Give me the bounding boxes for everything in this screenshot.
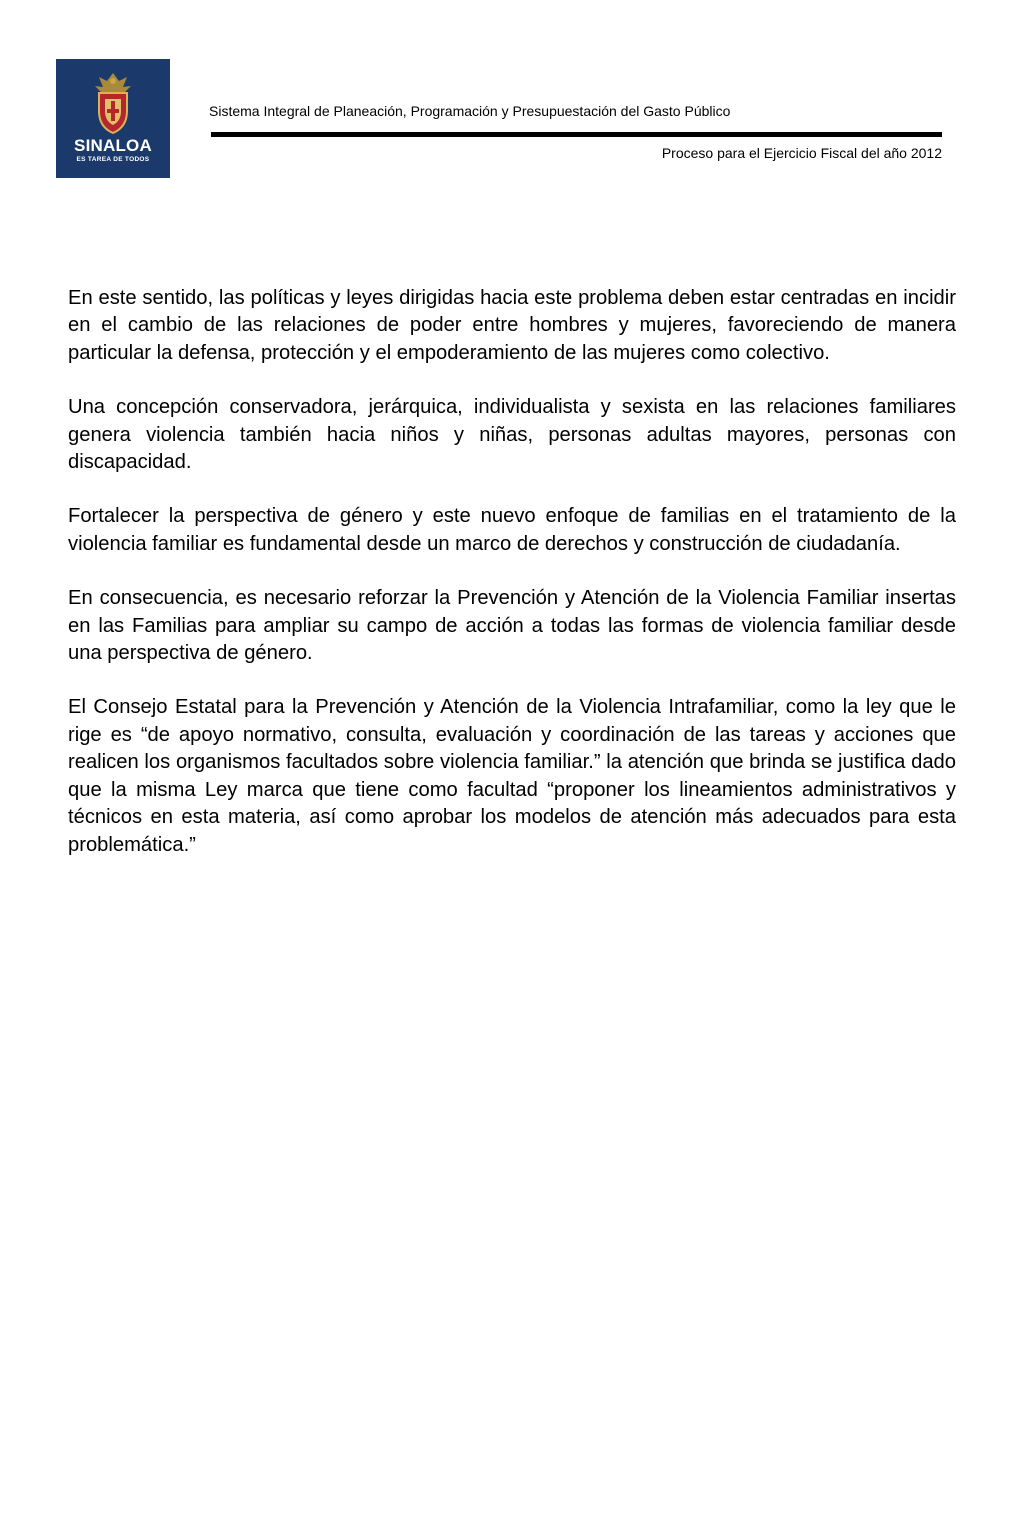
paragraph: Fortalecer la perspectiva de género y este nuevo enfoque de familias en el tratamiento de la violencia familiar es fundamental desde un marco de derechos y construcción de ciudadanía. [68,505,956,555]
coat-of-arms-icon [90,71,136,135]
paragraph: En este sentido, las políticas y leyes dirigidas hacia este problema deben estar centradas en incidir en el cambio de las relaciones de poder entre hombres y mujeres, favoreciendo de manera particular la defensa, protección y el empoderamiento de las mujeres como colectivo. [68,287,956,364]
logo-tagline: ES TAREA DE TODOS [76,156,150,163]
sinaloa-logo [56,59,170,178]
paragraph: En consecuencia, es necesario reforzar la Prevención y Atención de la Violencia Familiar insertas en las Familias para ampliar su campo de acción a todas las formas de violencia familiar desde una perspectiva de género. [68,587,956,665]
header-subtitle: Proceso para el Ejercicio Fiscal del año 2012 [661,145,942,161]
header-title: Sistema Integral de Planeación, Programación y Presupuestación del Gasto Público [209,103,731,119]
paragraph: El Consejo Estatal para la Prevención y Atención de la Violencia Intrafamiliar, como la ley que le rige es “de apoyo normativo, consulta, evaluación y coordinación de las tareas y acciones que realicen los organismos facultados sobre violencia familiar.” la atención que brinda se justifica dado que la misma Ley marca que tiene como facultad “proponer los lineamientos administrativos y técnicos en esta materia, así como aprobar los modelos de atención más adecuados para esta problemática.” [68,696,956,856]
paragraph: Una concepción conservadora, jerárquica, individualista y sexista en las relaciones familiares genera violencia también hacia niños y niñas, personas adultas mayores, personas con discapacidad. [68,396,956,474]
document-body [68,285,956,886]
logo-name: SINALOA [74,136,152,155]
header-divider [211,132,942,137]
